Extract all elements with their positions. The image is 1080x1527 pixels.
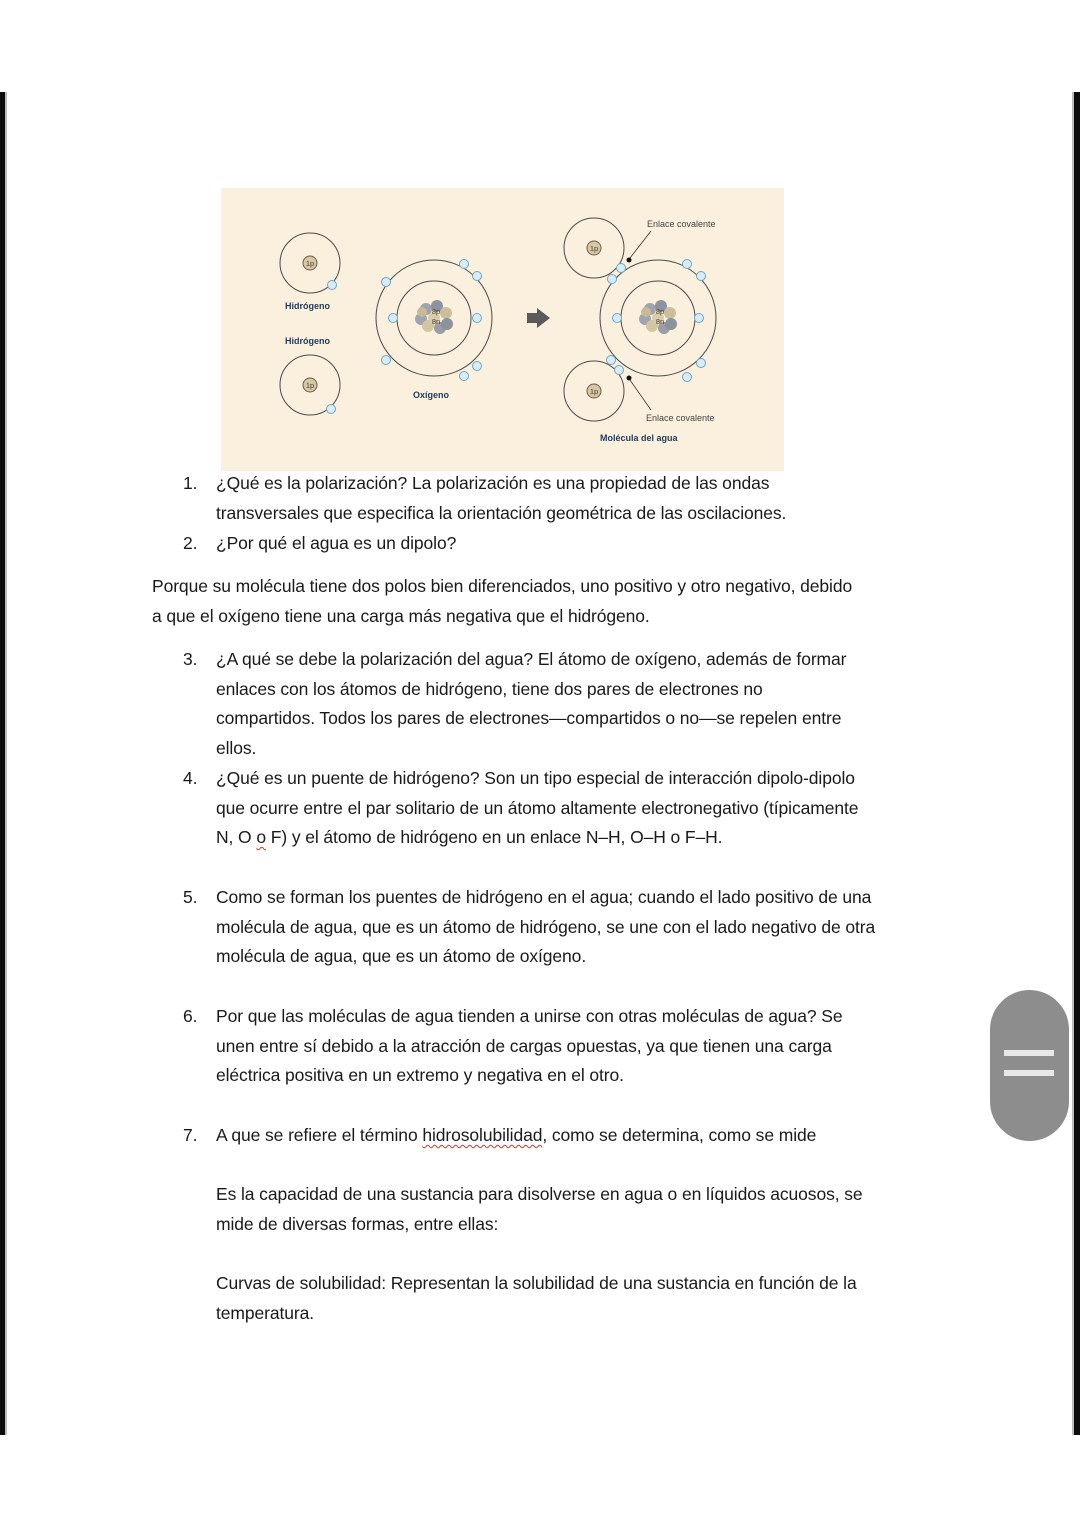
label-covalent-bond-top: Enlace covalente — [647, 219, 716, 229]
list-number: 2. — [183, 533, 198, 553]
label-hydrogen-top: Hidrógeno — [285, 301, 330, 311]
answer-line: N, O o F) y el átomo de hidrógeno en un enlace N–H, O–H o F–H. — [216, 827, 723, 847]
question-line: ¿Por qué el agua es un dipolo? — [216, 533, 457, 553]
drag-handle-icon — [1004, 1070, 1054, 1076]
list-number: 7. — [183, 1125, 198, 1145]
svg-text:1p: 1p — [305, 381, 315, 390]
label-oxygen: Oxígeno — [413, 390, 450, 400]
label-water-molecule: Molécula del agua — [600, 433, 678, 443]
label-hydrogen-bottom: Hidrógeno — [285, 336, 330, 346]
water-molecule-diagram — [221, 188, 784, 471]
page-frame-left-edge — [0, 92, 5, 1435]
svg-text:8p: 8p — [655, 307, 665, 316]
scroll-drag-handle[interactable] — [990, 990, 1069, 1141]
svg-text:1p: 1p — [589, 387, 599, 396]
svg-text:8n: 8n — [655, 317, 665, 326]
drag-handle-icon — [1004, 1050, 1054, 1056]
answer-line: ¿Qué es la polarización? La polarización es una propiedad de las ondas — [216, 473, 770, 493]
answer-paragraph-7b: Curvas de solubilidad: Representan la solubilidad de una sustancia en función de la temperatura. — [216, 1273, 857, 1323]
svg-text:1p: 1p — [305, 259, 315, 268]
page-frame-right-edge — [1074, 92, 1080, 1435]
spellcheck-flag[interactable]: o — [256, 827, 266, 847]
atom-diagram-svg — [221, 188, 784, 471]
list-number: 6. — [183, 1006, 198, 1026]
answer-paragraph-2: Porque su molécula tiene dos polos bien diferenciados, uno positivo y otro negativo, debido a que el oxígeno tiene una carga más negativa que el hidrógeno. — [152, 576, 853, 626]
svg-text:8n: 8n — [431, 317, 441, 326]
answer-paragraph-7a: Es la capacidad de una sustancia para disolverse en agua o en líquidos acuosos, se mide de diversas formas, entre ellas: — [216, 1184, 863, 1234]
label-covalent-bond-bottom: Enlace covalente — [646, 413, 715, 423]
reaction-arrow-icon — [527, 308, 550, 328]
list-number: 3. — [183, 649, 198, 669]
hydrogen-nucleus — [303, 241, 601, 398]
spellcheck-flag[interactable]: hidrosolubilidad — [422, 1125, 543, 1145]
list-number: 5. — [183, 887, 198, 907]
svg-text:8p: 8p — [431, 307, 441, 316]
answer-line: transversales que especifica la orientación geométrica de las oscilaciones. — [216, 502, 787, 523]
list-number: 4. — [183, 768, 198, 788]
list-number: 1. — [183, 473, 198, 493]
svg-text:1p: 1p — [589, 244, 599, 253]
